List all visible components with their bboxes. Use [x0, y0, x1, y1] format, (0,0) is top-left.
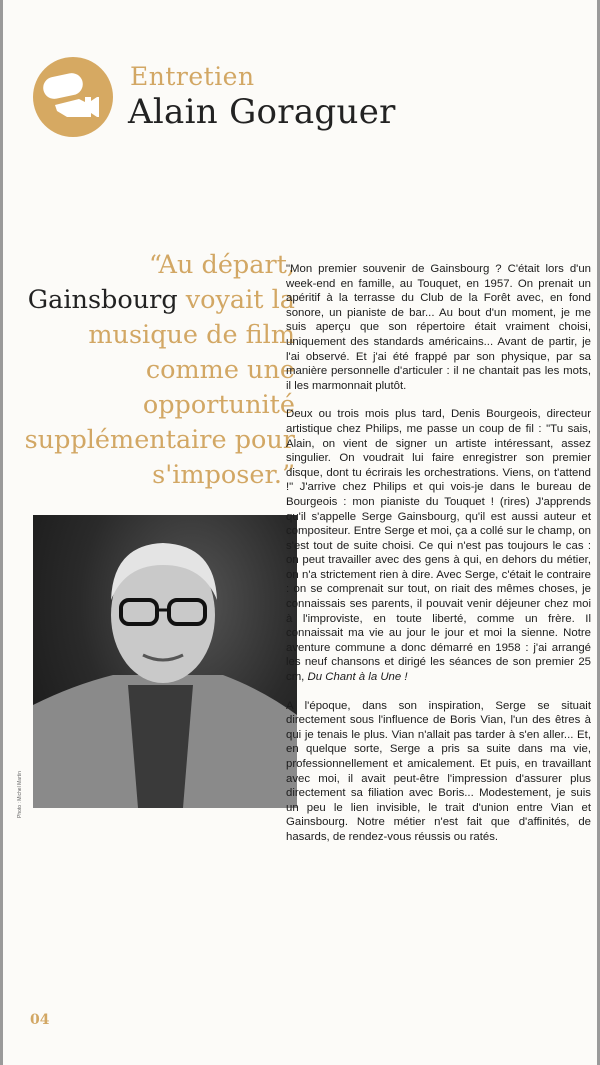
paragraph: "Mon premier souvenir de Gainsbourg ? C'était lors d'un week-end en famille, au Touquet, en 1957. On prenait un apéritif à la terrasse du Club de la Forêt avec, en fond sonore, un pianiste de bar... Au bout d'un moment, je me suis aperçu que son répertoire était vraiment choisi, uniquement des standards américains... Avant de partir, je l'ai observé. Et j'ai été frappé par son physique, par sa manière personnelle d'articuler : il ne chantait pas les mots, il les marmonnait plutôt.	[286, 263, 591, 392]
pull-quote-open: “Au départ,	[148, 250, 295, 280]
photo-credit: Photo : Michel Martin	[17, 771, 23, 818]
paragraph	[286, 407, 591, 684]
pull-quote	[13, 248, 295, 493]
magazine-page	[3, 0, 597, 1065]
album-title: Du Chant à la Une !	[307, 671, 408, 684]
portrait-photo	[33, 515, 297, 808]
paragraph-text: Deux ou trois mois plus tard, Denis Bourgeois, directeur artistique chez Philips, me passe un coup de fil : "Tu sais, Alain, on vient de signer un artiste intéressant, assez singulier. On voudrait lui faire enregistrer son premier disque, dont tu écrirais les orchestrations. Viens, on t'attend !" J'arrive chez Philips et qui vois-je dans le bureau de Bourgeois : mon pianiste du Touquet ! (rires) J'apprends qu'il s'appelle Serge Gainsbourg, qu'il est aussi auteur et compositeur. Entre Serge et moi, ça a collé sur le champ, on s'est tout de suite choisi. Ce qui n'est pas toujours le cas : on peut travailler avec des gens à qui, en dehors du métier, on n'a strictement rien à dire. Avec Serge, c'était le contraire : on se comprenait sur tout, on riait des mêmes choses, je connaissais ses parents, il pouvait venir déjeuner chez moi à l'improviste, en toute liberté, comme un frère. Il connaissait ma vie au jour le jour et moi la sienne. Notre aventure commune a donc démarré en 1958 : j'ai arrangé les neuf chansons et dirigé les séances de son premier 25 cm,	[286, 408, 591, 684]
paragraph: A l'époque, dans son inspiration, Serge se situait directement sous l'influence de Boris Vian, l'un des êtres à qui je tenais le plus. Vian n'allait pas tarder à s'en aller... Et, en quelque sorte, Serge a pris sa suite dans ma vie, professionnellement et amicalement. Et puis, en travaillant avec moi, il avait peut-être l'impression d'assurer plus directement sa filiation avec Boris... Modestement, je suis un peu le lien invisible, le trait d'union entre Vian et Gainsbourg. Notre métier n'est fait que d'affinités, de hasards, de rendez-vous réussis ou ratés.	[286, 699, 591, 843]
article-body	[286, 262, 591, 859]
pull-quote-name: Gainsbourg	[27, 285, 178, 315]
section-kicker: Entretien	[130, 62, 255, 91]
film-projector-icon	[33, 57, 113, 137]
page-title: Alain Goraguer	[128, 92, 396, 132]
page-number: 04	[30, 1012, 50, 1028]
portrait-illustration	[33, 515, 297, 808]
pull-quote-rest: voyait la musique de film comme une opportunité supplémentaire pour s'imposer.”	[24, 285, 295, 490]
